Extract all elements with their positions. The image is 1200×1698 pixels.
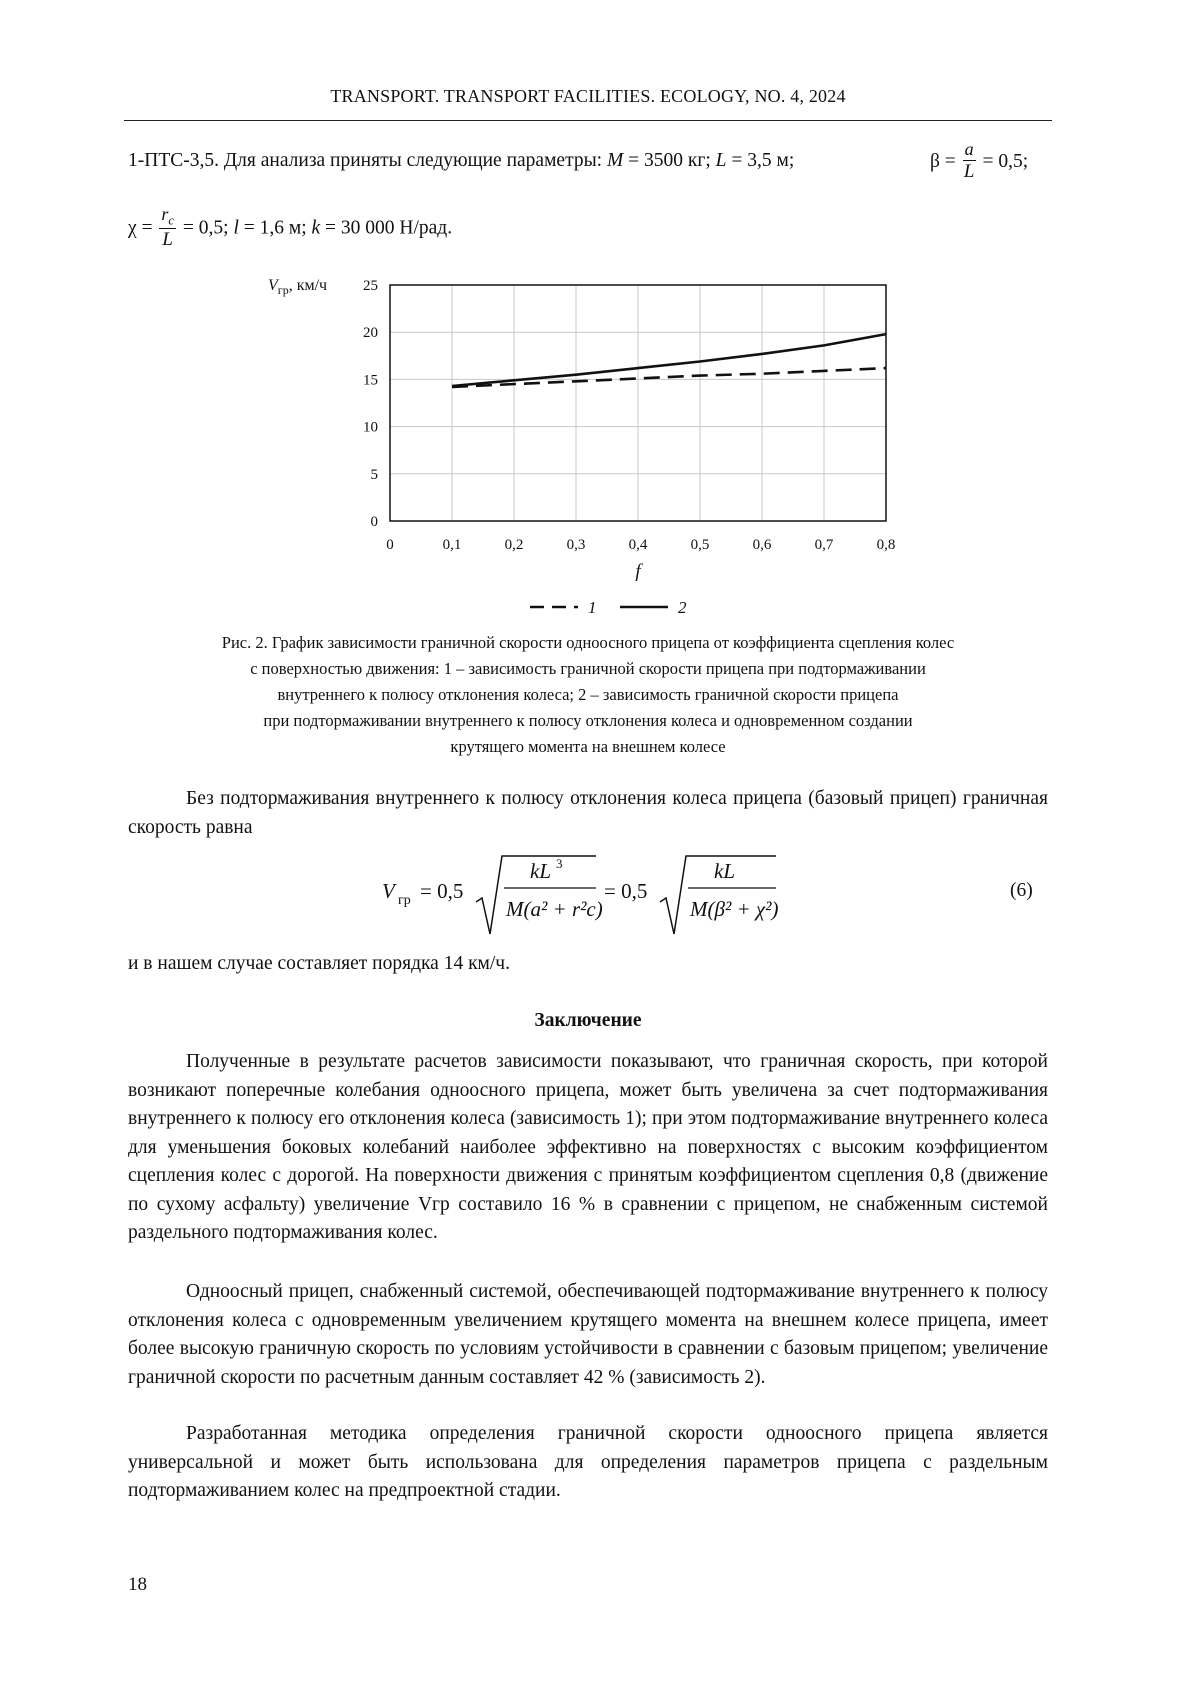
series-1-line bbox=[452, 368, 886, 387]
param-k-value: = 30 000 Н/рад. bbox=[320, 217, 453, 239]
param-k: k bbox=[311, 217, 321, 239]
paragraph-base-trailer: Без подтормаживания внутреннего к полюсу отклонения колеса прицепа (базовый прицеп) граничная скорость равна bbox=[128, 788, 1048, 838]
caption-line: крутящего момента на внешнем колесе bbox=[450, 737, 726, 756]
param-l: l bbox=[233, 217, 239, 239]
caption-line: с поверхностью движения: 1 – зависимость граничной скорости прицепа при подтормаживании bbox=[250, 659, 926, 678]
beta-value: = 0,5; bbox=[982, 150, 1029, 172]
journal-header: TRANSPORT. TRANSPORT FACILITIES. ECOLOGY, NO. 4, 2024 bbox=[330, 86, 846, 106]
caption-line: при подтормаживании внутреннего к полюсу отклонения колеса и одновременном создании bbox=[263, 711, 913, 730]
beta-denominator: L bbox=[963, 160, 975, 182]
beta-formula bbox=[930, 140, 1028, 184]
beta-numerator: a bbox=[964, 139, 974, 159]
x-tick-label: 0,8 bbox=[876, 537, 896, 553]
y-tick-label: 25 bbox=[363, 278, 378, 294]
x-tick-label: 0,3 bbox=[566, 537, 586, 553]
y-tick-label: 5 bbox=[370, 466, 378, 483]
conclusion-paragraph-3: Разработанная методика определения граничной скорости одноосного прицепа является универсальной и может быть использована для определения параметров прицепа с раздельным подтормаживанием колес на предпроектной стадии. bbox=[128, 1423, 1048, 1501]
legend-label-2: 2 bbox=[678, 598, 687, 617]
chi-denominator: L bbox=[162, 229, 173, 251]
param-M-value: = 3500 кг; bbox=[623, 150, 716, 171]
formula-lhs: V bbox=[382, 879, 395, 903]
formula-den-2: M(β² + χ²) bbox=[690, 897, 779, 921]
y-tick-label: 15 bbox=[363, 372, 378, 389]
param-l-value: = 1,6 м; bbox=[238, 217, 312, 239]
page-number: 18 bbox=[128, 1574, 147, 1595]
chi-num-sub: c bbox=[168, 213, 175, 228]
intro-line-2 bbox=[128, 205, 452, 252]
param-M: M bbox=[606, 150, 624, 171]
y-axis-label: $V_{гр}$, км/ч bbox=[268, 277, 328, 297]
x-tick-label: 0,4 bbox=[628, 537, 648, 553]
section-heading: Заключение bbox=[534, 1010, 642, 1031]
y-tick-label: 10 bbox=[363, 419, 378, 436]
line-chart bbox=[260, 265, 900, 625]
formula-num-1-sup: 3 bbox=[556, 856, 563, 871]
x-tick-label: 0,5 bbox=[690, 537, 710, 553]
beta-fraction bbox=[963, 140, 976, 184]
intro-line-1 bbox=[128, 150, 794, 172]
conclusion-paragraph-1: Полученные в результате расчетов зависимости показывают, что граничная скорость, при которой возникают поперечные колебания одноосного прицепа, может быть увеличена за счет подтормаживания внутреннего к полюсу его отклонения колеса (зависимость 1); при этом подтормаживание внутреннего колеса для уменьшения боковых колебаний наиболее эффективно на поверхностях с высоким коэффициентом сцепления колес с дорогой. На поверхности движения с принятым коэффициентом сцепления 0,8 (движение по сухому асфальту) увеличение Vгр составило 16 % в сравнении с прицепом, не снабженным системой раздельного подтормаживания колес. bbox=[128, 1051, 1048, 1243]
x-tick-label: 0,1 bbox=[442, 537, 462, 553]
beta-symbol: β = bbox=[930, 150, 956, 172]
chi-fraction bbox=[159, 205, 176, 252]
legend-label-1: 1 bbox=[588, 598, 597, 617]
formula-num-2: kL bbox=[714, 859, 735, 883]
conclusion-paragraph-2: Одноосный прицеп, снабженный системой, обеспечивающей подтормаживание внутреннего к полюсу отклонения колеса с одновременным увеличением крутящего момента на внешнем колесе прицепа, имеет более высокую граничную скорость по условиям устойчивости в сравнении с базовым прицепом; увеличение граничной скорости по расчетным данным составляет 42 % (зависимость 2). bbox=[128, 1281, 1048, 1388]
y-tick-label: 0 bbox=[370, 514, 378, 530]
chi-numerator bbox=[159, 205, 176, 229]
x-tick-label: 0 bbox=[386, 537, 394, 553]
equation-number: (6) bbox=[1010, 880, 1033, 901]
chi-symbol: χ = bbox=[128, 217, 153, 239]
param-L: L bbox=[715, 150, 727, 171]
x-axis-label: f bbox=[635, 561, 641, 582]
formula-num-1: kL bbox=[530, 859, 551, 883]
x-tick-label: 0,2 bbox=[504, 537, 524, 553]
formula-coef-1: = 0,5 bbox=[420, 879, 464, 903]
intro-text: 1-ПТС-3,5. Для анализа приняты следующие параметры: bbox=[128, 150, 607, 171]
header-rule bbox=[124, 120, 1052, 121]
formula-lhs-sub: гр bbox=[398, 893, 411, 908]
chi-value: = 0,5; bbox=[182, 217, 234, 239]
figure-caption bbox=[124, 630, 1052, 760]
formula-den-1: M(a² + r²c) bbox=[506, 897, 603, 921]
chart-container bbox=[260, 265, 900, 625]
y-tick-label: 20 bbox=[363, 325, 378, 342]
x-tick-label: 0,6 bbox=[752, 537, 772, 553]
paragraph-result: и в нашем случае составляет порядка 14 км/ч. bbox=[128, 953, 510, 974]
chi-num-r: r bbox=[161, 204, 169, 224]
x-tick-label: 0,7 bbox=[814, 537, 834, 553]
formula-coef-2: = 0,5 bbox=[604, 879, 648, 903]
formula-6 bbox=[370, 850, 790, 940]
caption-line: Рис. 2. График зависимости граничной скорости одноосного прицепа от коэффициента сцепления колес bbox=[221, 633, 955, 652]
param-L-value: = 3,5 м; bbox=[726, 150, 795, 171]
caption-line: внутреннего к полюсу отклонения колеса; 2 – зависимость граничной скорости прицепа bbox=[277, 685, 899, 704]
